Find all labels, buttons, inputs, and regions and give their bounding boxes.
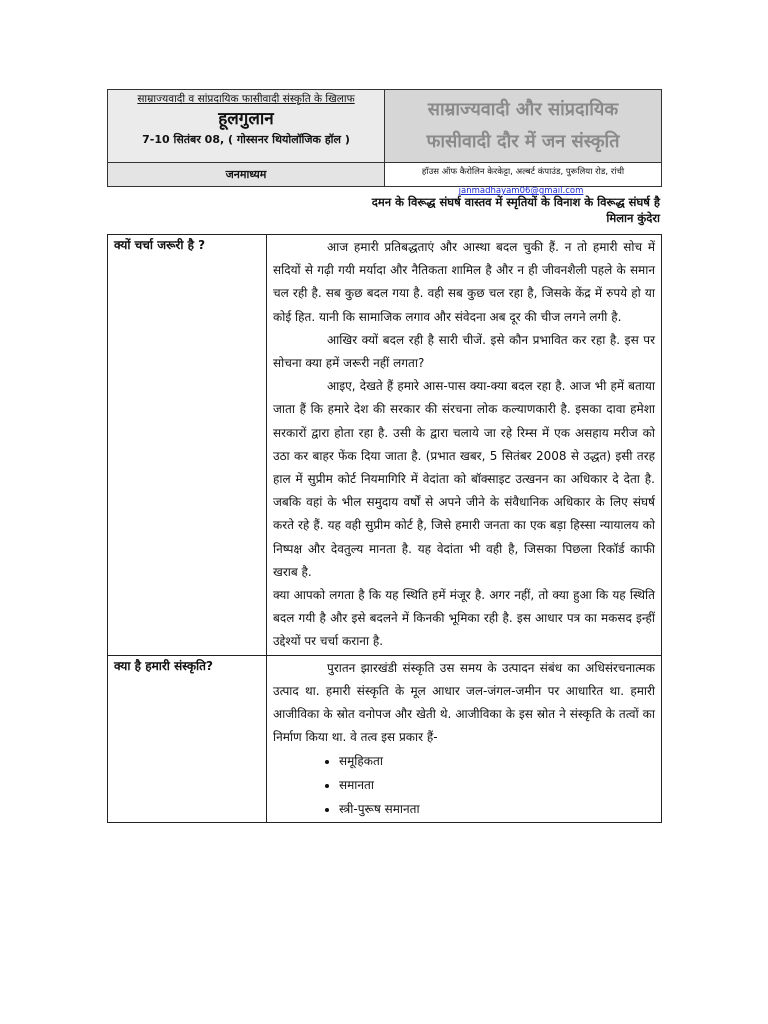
event-dates-venue: 7-10 सितंबर 08, ( गोस्सनर थियोलॉजिक हॉल )	[142, 133, 350, 146]
title-cell	[385, 90, 662, 163]
title-line-1: साम्राज्यवादी और सांप्रदायिक	[427, 99, 619, 120]
title-line-2: फासीवादी दौर में जन संस्कृति	[426, 131, 620, 152]
event-topic: साम्राज्यवादी व सांप्रदायिक फासीवादी संस्कृति के खिलाफ	[137, 93, 355, 105]
paragraph: आखिर क्यों बदल रही है सारी चीजें. इसे कौन प्रभावित कर रहा है. इस पर सोचना क्या हमें जरूरी नहीं लगता?	[273, 332, 655, 371]
section-answer	[267, 235, 662, 656]
event-info-cell	[108, 90, 385, 163]
section-question: क्या है हमारी संस्कृति?	[108, 655, 267, 823]
paragraph: आइए, देखते हैं हमारे आस-पास क्या-क्या बदल रहा है. आज भी हमें बताया जाता हैं कि हमारे देश की सरकार की संरचना लोक कल्याणकारी है. इसका दावा हमेशा सरकारों द्वारा होता रहा है. उसी के द्वारा चलाये जा रहे रिम्स में एक असहाय मरीज को उठा कर बाहर फेंक दिया जाता है. (प्रभात खबर, 5 सितंबर 2008 से उद्धत) इसी तरह हाल में सुप्रीम कोर्ट नियमागिरि में वेदांता को बॉक्साइट उत्खनन का अधिकार दे देता है. जबकि वहां के भील समुदाय वर्षों से अपने जीने के संवैधानिक अधिकार के लिए संघर्ष करते रहे हैं. यह वही सुप्रीम कोर्ट है, जिसे हमारी जनता का एक बड़ा हिस्सा न्यायालय को निष्पक्ष और देवतुल्य मानता है. यह वेदांता भी वही है, जिसका पिछला रिकॉर्ड काफी खराब है.	[273, 379, 655, 579]
paragraph: आज हमारी प्रतिबद्धताएं और आस्था बदल चुकी हैं. न तो हमारी सोच में सदियों से गढ़ी गयी मर्यादा और नैतिकता शामिल है और न ही जीवनशैली पहले के समान चल रही है. सब कुछ बदल गया है. वही सब कुछ चल रहा है, जिसके केंद्र में रुपये हो या कोई हित. यानी कि सामाजिक लगाव और संवेदना अब दूर की चीज लगने लगी है.	[273, 240, 655, 324]
email-link[interactable]: janmadhayam06@gmail.com	[458, 186, 584, 196]
culture-elements-list	[273, 749, 655, 821]
content-table	[107, 234, 662, 823]
paragraph: पुरातन झारखंडी संस्कृति उस समय के उत्पादन संबंध का अधिसंरचनात्मक उत्पाद था. हमारी संस्कृति के मूल आधार जल-जंगल-जमीन पर आधारित था. हमारी आजीविका के स्रोत वनोपज और खेती थे. आजीविका के इस स्रोत ने संस्कृति के तत्वों का निर्माण किया था. वे तत्व इस प्रकार हैं-	[273, 660, 655, 745]
address: हॉउस ऑफ कैरोलिन केरकेट्टा, अल्बर्ट कंपाउंड, पुरूलिया रोड, रांची	[421, 167, 625, 177]
list-item: • स्त्री-पुरूष समानता	[339, 797, 655, 821]
event-name: हूलगुलान	[218, 109, 274, 129]
section-question: क्यों चर्चा जरूरी है ?	[108, 235, 267, 656]
list-item: • समूहिकता	[339, 749, 655, 773]
paragraph: क्या आपको लगता है कि यह स्थिति हमें मंजूर है. अगर नहीं, तो क्या हुआ कि यह स्थिति बदल गयी है और इसे बदलने में किनकी भूमिका रही है. इस आधार पत्र का मकसद इन्हीं उद्देश्यों पर चर्चा कराना है.	[273, 588, 655, 649]
list-item: • समानता	[339, 773, 655, 797]
epigraph	[280, 194, 660, 226]
section-answer	[267, 655, 662, 823]
quote-author: मिलान कुंदेरा	[606, 211, 660, 225]
section-row	[108, 235, 662, 656]
header-table	[107, 89, 662, 187]
organization-name: जनमाध्यम	[225, 168, 267, 181]
quote-text: दमन के विरूद्ध संघर्ष वास्तव में स्मृतियों के विनाश के विरूद्ध संघर्ष है	[371, 195, 660, 209]
section-row	[108, 655, 662, 823]
organization-cell	[108, 163, 385, 187]
